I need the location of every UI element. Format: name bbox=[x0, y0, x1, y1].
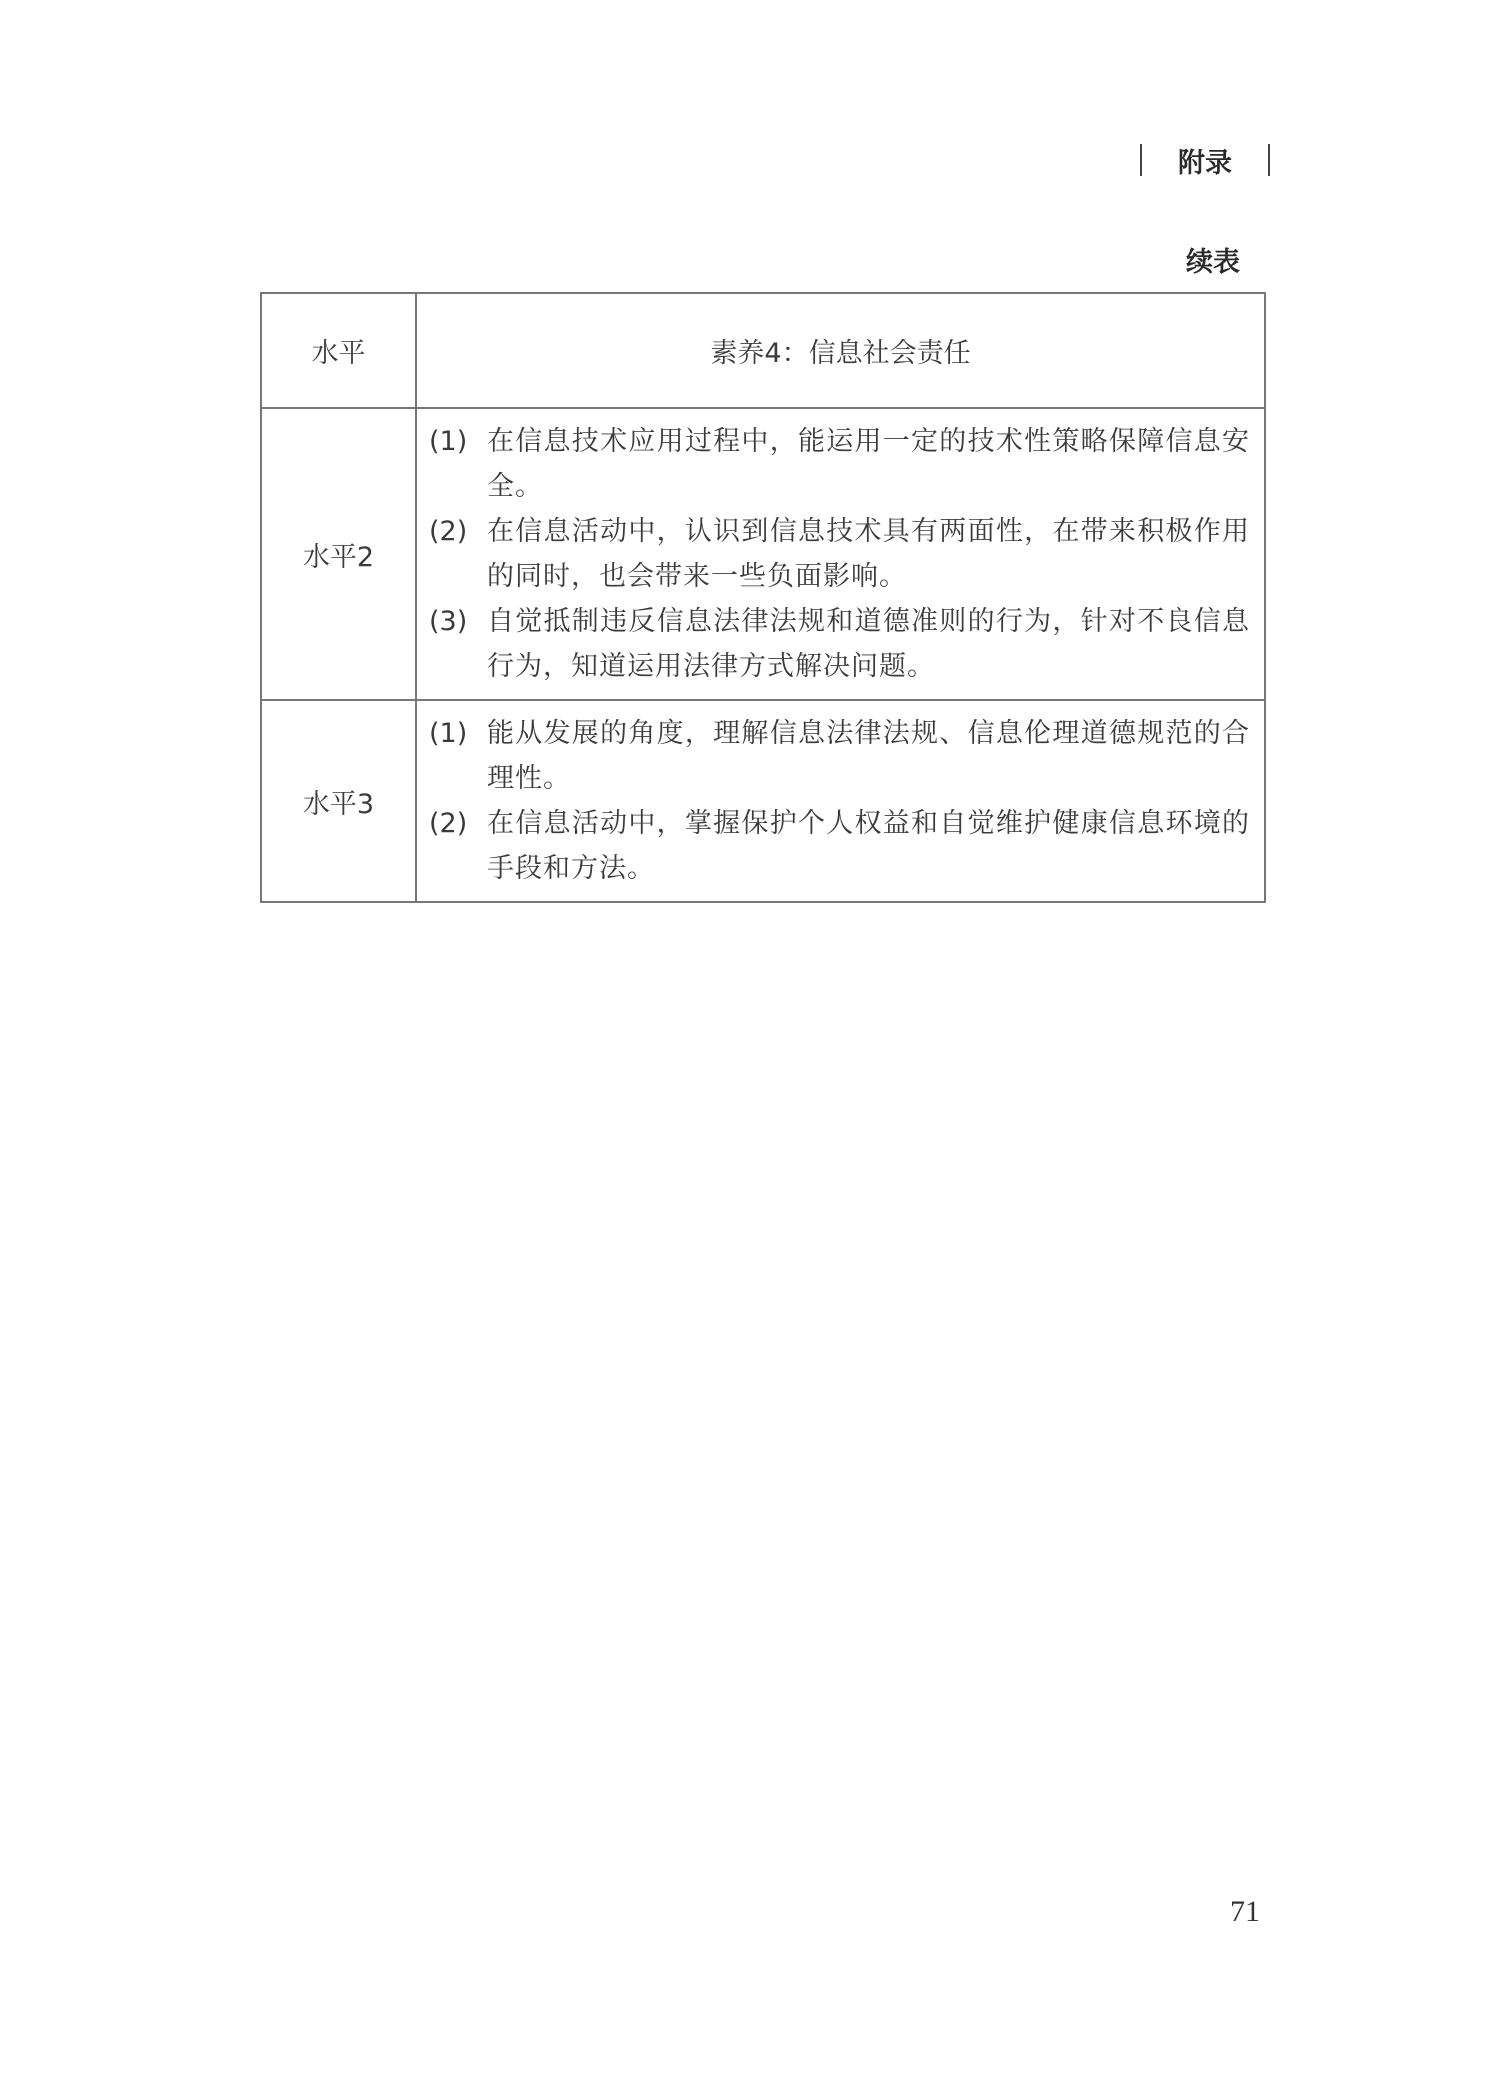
item-number: (1) bbox=[429, 718, 468, 749]
table-continued-label: 续表 bbox=[1186, 247, 1240, 278]
item-number: (2) bbox=[429, 516, 468, 547]
descriptor-item bbox=[429, 801, 1250, 891]
item-text: 能从发展的角度，理解信息法律法规、信息伦理道德规范的合理性。 bbox=[487, 718, 1250, 794]
column-header-level: 水平 bbox=[261, 293, 416, 408]
descriptor-item bbox=[429, 419, 1250, 509]
page-number: 71 bbox=[1230, 1895, 1260, 1928]
descriptor-item bbox=[429, 711, 1250, 801]
descriptor-item bbox=[429, 509, 1250, 599]
running-head-right-bar bbox=[1268, 144, 1270, 176]
item-text: 在信息活动中，掌握保护个人权益和自觉维护健康信息环境的手段和方法。 bbox=[487, 808, 1250, 884]
item-number: (2) bbox=[429, 808, 468, 839]
descriptor-cell bbox=[416, 700, 1265, 902]
running-head-left-bar bbox=[1140, 144, 1142, 176]
level-cell: 水平2 bbox=[261, 408, 416, 700]
item-text: 在信息活动中，认识到信息技术具有两面性，在带来积极作用的同时，也会带来一些负面影响。 bbox=[487, 516, 1250, 592]
column-header-literacy: 素养4：信息社会责任 bbox=[416, 293, 1265, 408]
literacy-level-table bbox=[260, 292, 1266, 903]
running-head-title: 附录 bbox=[1178, 147, 1232, 179]
item-number: (3) bbox=[429, 606, 468, 637]
descriptor-item bbox=[429, 599, 1250, 689]
item-text: 自觉抵制违反信息法律法规和道德准则的行为，针对不良信息行为，知道运用法律方式解决问题。 bbox=[487, 606, 1250, 682]
running-head bbox=[1140, 140, 1270, 180]
level-cell: 水平3 bbox=[261, 700, 416, 902]
item-number: (1) bbox=[429, 426, 468, 457]
table-row bbox=[261, 408, 1265, 700]
item-text: 在信息技术应用过程中，能运用一定的技术性策略保障信息安全。 bbox=[487, 426, 1250, 502]
descriptor-cell bbox=[416, 408, 1265, 700]
table-row bbox=[261, 700, 1265, 902]
table-header-row bbox=[261, 293, 1265, 408]
